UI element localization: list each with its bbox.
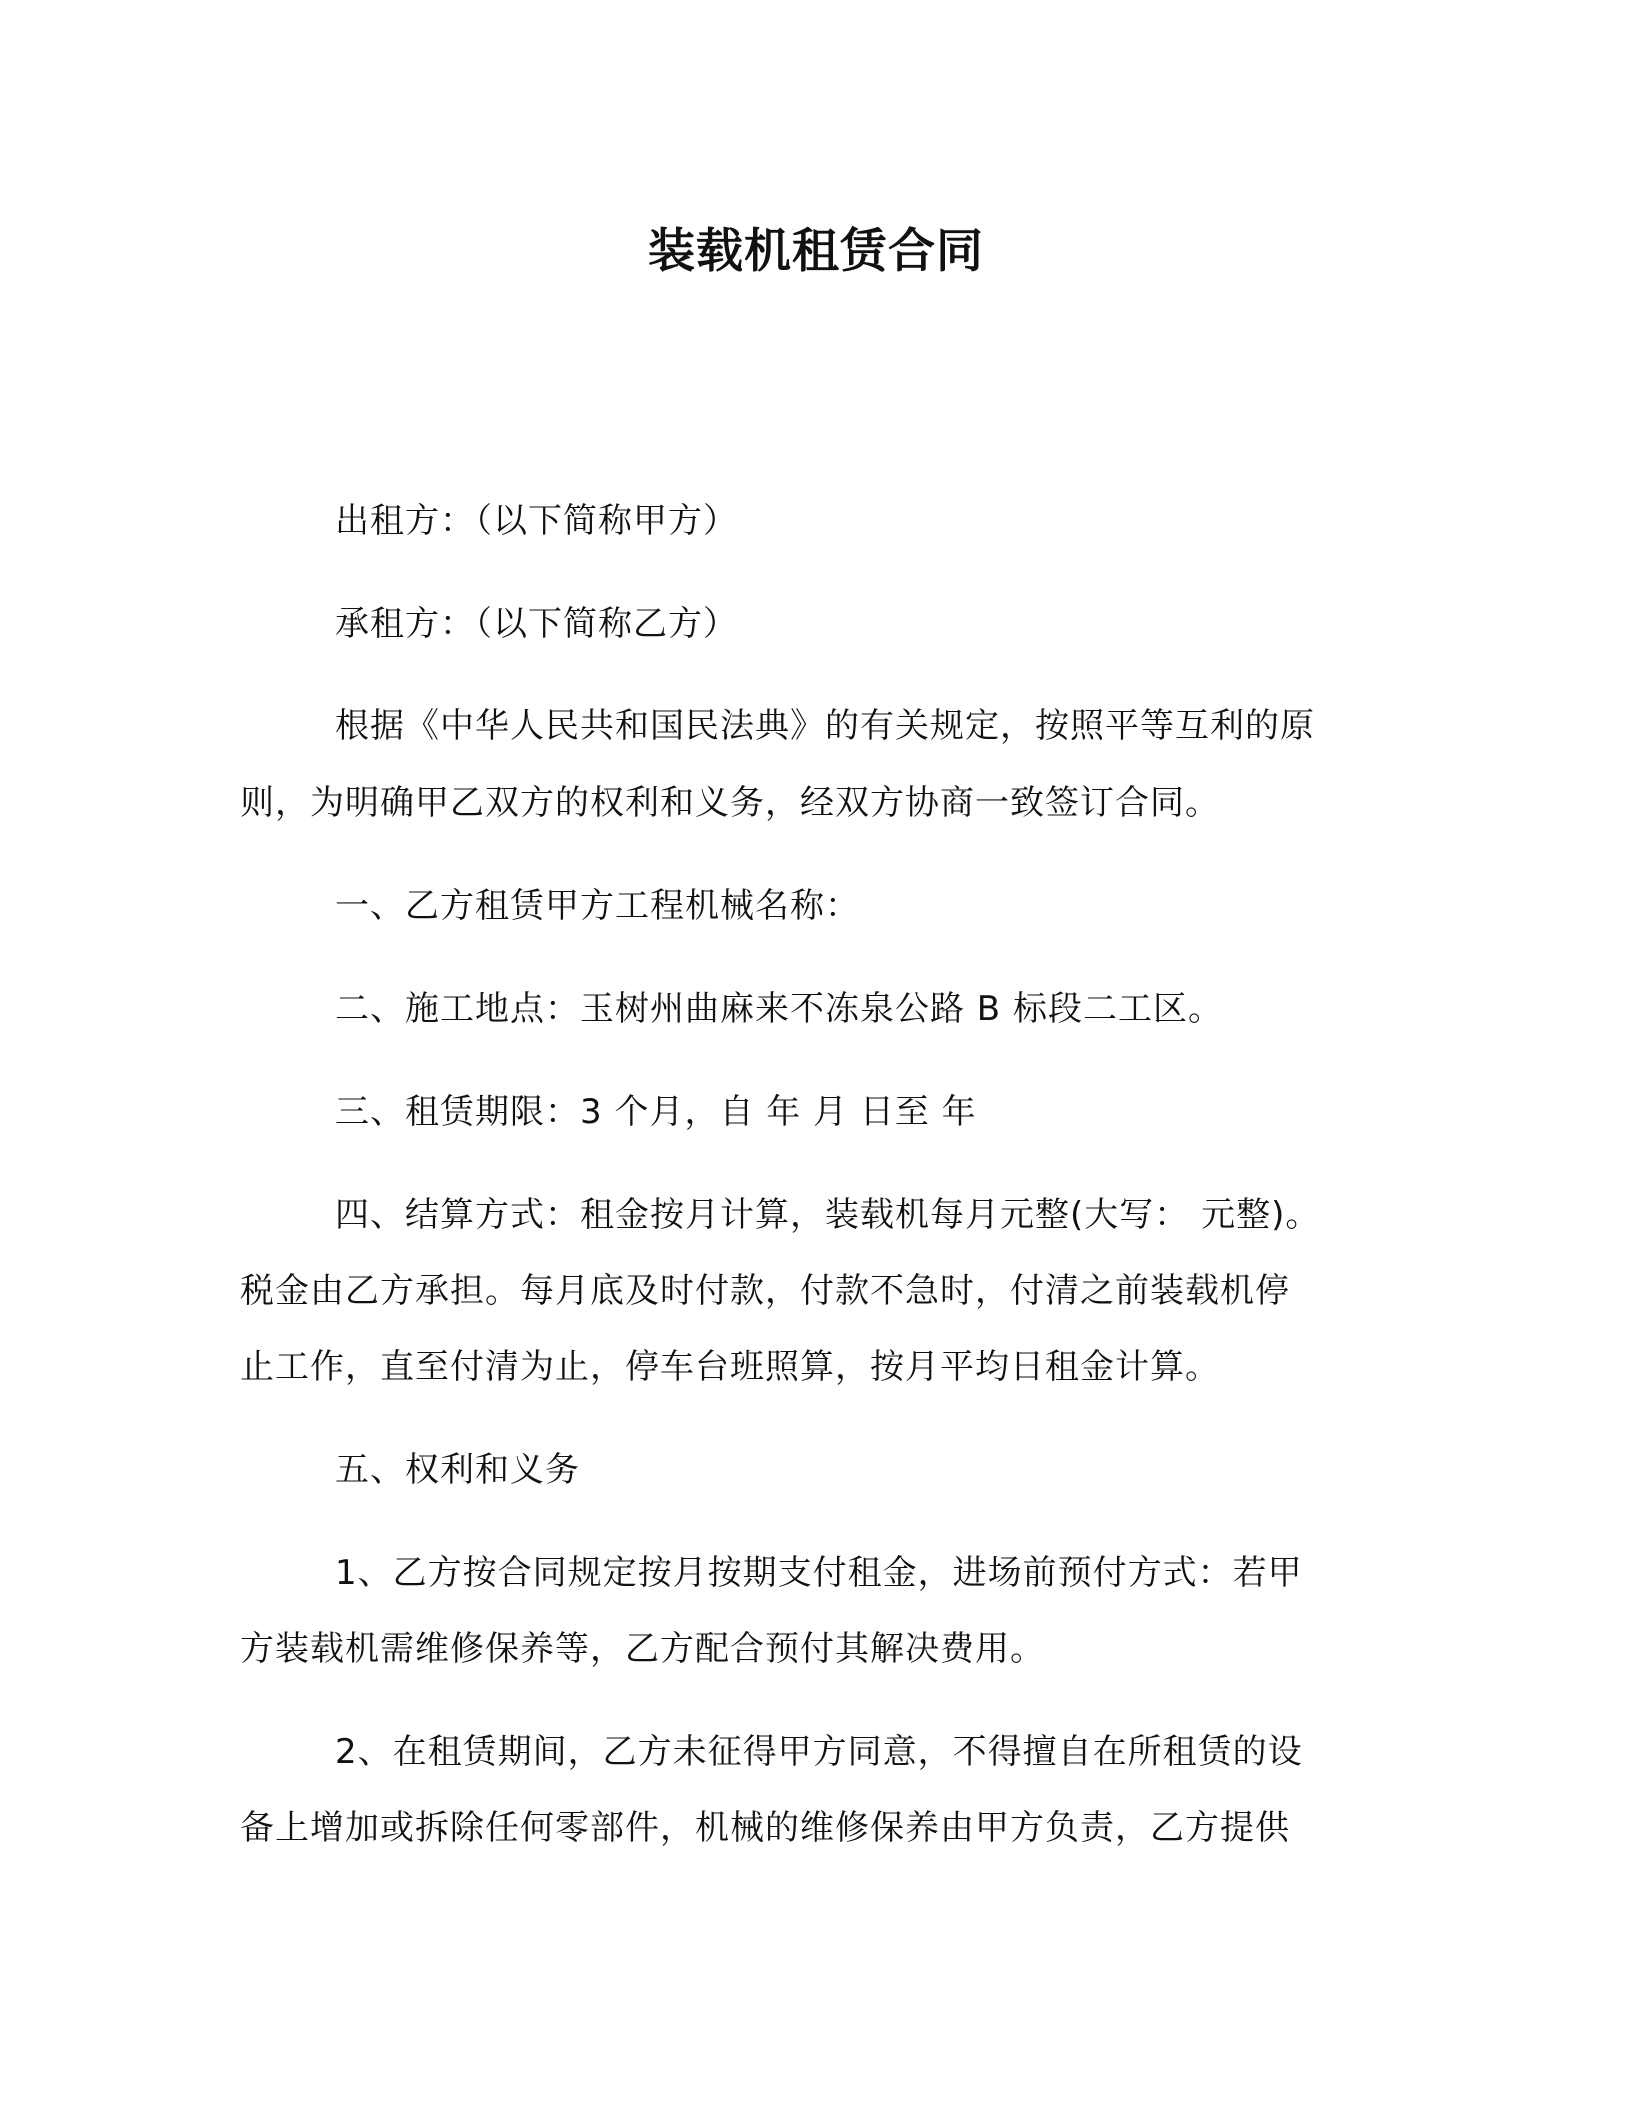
preamble-line-1: 根据《中华人民共和国民法典》的有关规定，按照平等互利的原 xyxy=(335,706,1315,746)
document-title: 装载机租赁合同 xyxy=(648,224,984,279)
lessee-line: 承租方：（以下简称乙方） xyxy=(335,604,738,644)
clause-5-item-2-line-2: 备上增加或拆除任何零部件，机械的维修保养由甲方负责，乙方提供 xyxy=(240,1808,1290,1848)
clause-3-line: 三、租赁期限：3 个月，自 年 月 日至 年 xyxy=(335,1092,977,1132)
clause-4-line-1: 四、结算方式：租金按月计算，装载机每月元整(大写： 元整)。 xyxy=(335,1195,1321,1235)
clause-5-item-2-line-1: 2、在租赁期间，乙方未征得甲方同意，不得擅自在所租赁的设 xyxy=(335,1732,1303,1772)
clause-5-item-1-line-1: 1、乙方按合同规定按月按期支付租金，进场前预付方式：若甲 xyxy=(335,1553,1303,1593)
preamble-line-2: 则，为明确甲乙双方的权利和义务，经双方协商一致签订合同。 xyxy=(240,783,1220,823)
clause-5-heading: 五、权利和义务 xyxy=(335,1450,580,1490)
clause-1-line: 一、乙方租赁甲方工程机械名称： xyxy=(335,886,860,926)
clause-4-line-3: 止工作，直至付清为止，停车台班照算，按月平均日租金计算。 xyxy=(240,1347,1220,1387)
clause-4-line-2: 税金由乙方承担。每月底及时付款，付款不急时，付清之前装载机停 xyxy=(240,1271,1290,1311)
clause-2-line: 二、施工地点：玉树州曲麻来不冻泉公路 B 标段二工区。 xyxy=(335,989,1223,1029)
lessor-line: 出租方：（以下简称甲方） xyxy=(335,501,738,541)
clause-5-item-1-line-2: 方装载机需维修保养等，乙方配合预付其解决费用。 xyxy=(240,1629,1045,1669)
